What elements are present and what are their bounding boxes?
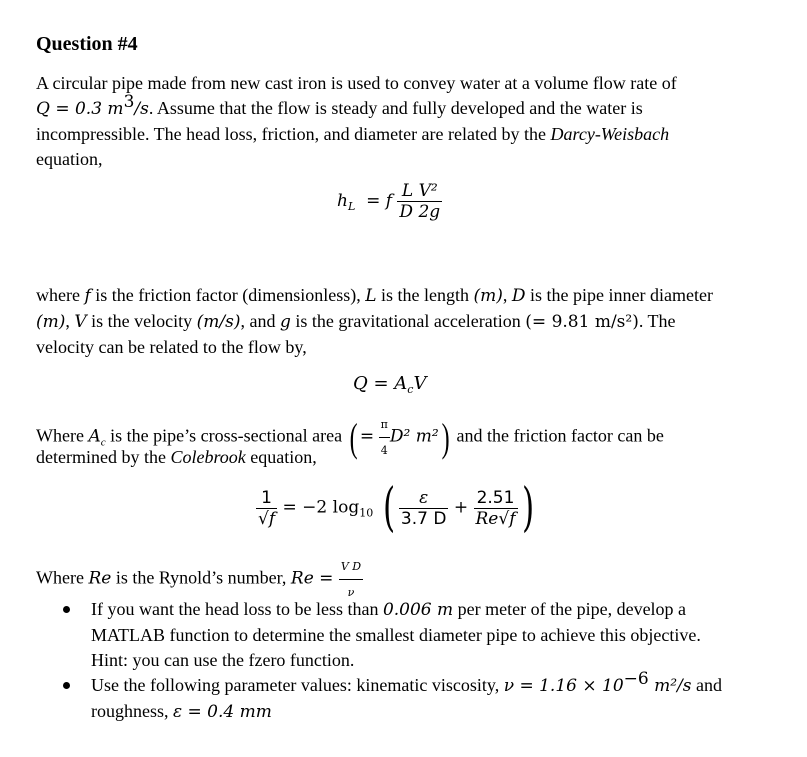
viscosity-value: ν = 1.16 × 10 — [503, 676, 624, 696]
variables-paragraph — [36, 283, 713, 360]
colebrook-term: Colebrook — [170, 447, 246, 467]
darcy-weisbach-term: Darcy-Weisbach — [550, 124, 670, 144]
flow-equation: $Q = A_cV$ — [353, 373, 427, 396]
intro-line-4: equation, — [36, 149, 103, 169]
variables-line-2: (m), V is the velocity (m/s), and g is the gravitational acceleration (= 9.81 m/s²). The — [36, 311, 676, 332]
bullet-icon — [63, 682, 70, 689]
colebrook-term-2: $\frac{2.51}{Re√f}$ — [475, 487, 516, 529]
roughness-value: ε = 0.4 mm — [173, 702, 272, 722]
colebrook-term-1: $\frac{\varepsilon}{3.7 D}$ — [400, 487, 447, 529]
head-loss-limit: 0.006 m — [382, 600, 454, 620]
area-formula: D² m² — [389, 426, 439, 447]
gravity-value: (= 9.81 m/s²) — [525, 312, 639, 332]
area-line-2: determined by the Colebrook equation, — [36, 447, 317, 467]
question-title: Question #4 — [36, 33, 138, 55]
area-line-1: Where $A_c$ is the pipe’s cross-sectional area ( = $\frac{\pi}{4}$ D² m²) and the friction factor can be — [36, 412, 664, 463]
intro-line-3: incompressible. The head loss, friction, and diameter are related by the Darcy-Weisbach — [36, 124, 670, 144]
pi-over-4-fraction: $\frac{\pi}{4}$ — [379, 412, 390, 463]
darcy-weisbach-equation: $h_L = f$ $\frac{\text{L V²}}{D 2g}$ — [337, 181, 441, 222]
colebrook-equation: $\frac{1}{√f}$ = −2 $\log_{10}$ ( $\frac{\varepsilon}{3.7 D}$ + $\frac{2.51}{Re√f}$ ) — [258, 478, 534, 538]
reynolds-line: Where Re is the Rynold’s number, Re = $\frac{\text{V D}}{\nu}$ — [36, 554, 363, 605]
flow-rate-value: Q = 0.3 m — [36, 99, 124, 119]
variables-line-1: where f is the friction factor (dimensionless), L is the length (m), D is the pipe inner diameter — [36, 285, 713, 306]
task-list — [36, 597, 776, 725]
variables-line-3: velocity can be related to the flow by, — [36, 337, 307, 357]
list-item: Use the following parameter values: kinematic viscosity, $\nu = 1.16 \times 10^{-6}$ m²/s and roughness, ε = 0.4 mm — [36, 673, 776, 725]
intro-paragraph — [36, 71, 677, 172]
colebrook-lhs-fraction: $\frac{1}{√f}$ — [258, 487, 276, 529]
list-item: If you want the head loss to be less than 0.006 m per meter of the pipe, develop a MATLAB function to determine the smallest diameter pipe to achieve this objective. Hint: you can use the fzero function. — [36, 597, 776, 673]
darcy-fraction: $\frac{\text{L V²}}{D 2g}$ — [399, 181, 441, 222]
intro-line-1: A circular pipe made from new cast iron is used to convey water at a volume flow rate of — [36, 73, 677, 93]
bullet-icon — [63, 606, 70, 613]
reynolds-fraction: $\frac{\text{V D}}{\nu}$ — [339, 554, 363, 605]
intro-line-2: Q = 0.3 $m^3/s$. Assume that the flow is steady and fully developed and the water is — [36, 92, 643, 119]
